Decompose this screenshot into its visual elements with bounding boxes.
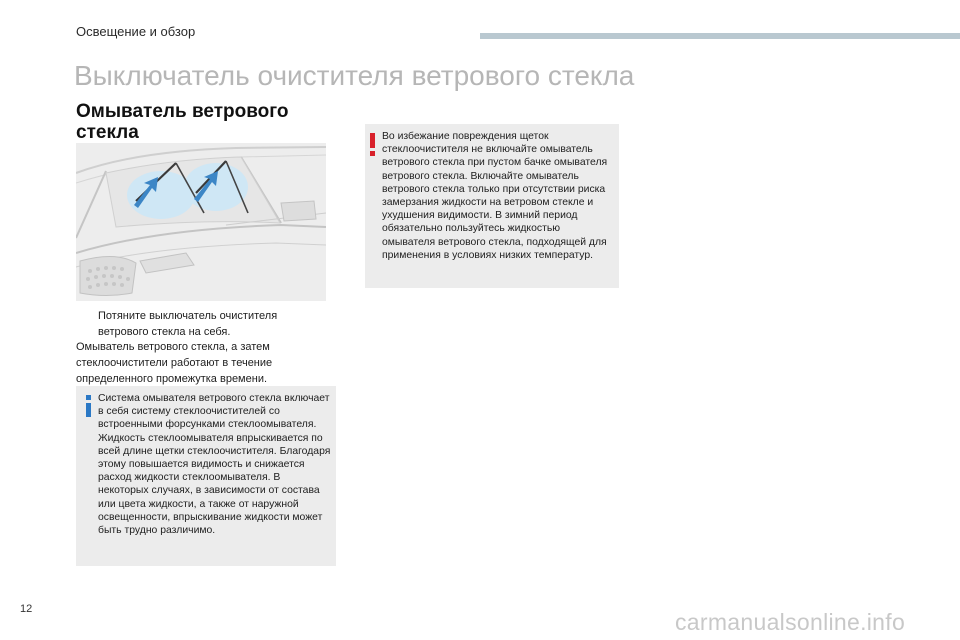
warning-icon	[370, 133, 375, 155]
header-bar	[480, 33, 960, 39]
section-title: Освещение и обзор	[76, 24, 196, 39]
description-paragraph: Омыватель ветрового стекла, а затем стеклоочистители работают в течение определенного промежутка времени.	[76, 341, 273, 385]
info-icon	[86, 395, 91, 417]
watermark: carmanualsonline.info	[675, 609, 906, 635]
warning-note-text: Во избежание повреждения щеток стеклоочистителя не включайте омыватель ветрового стекла при пустом бачке омывателя ветрового стекла. Включайте омыватель ветрового стекла только при отсутствии риска замерзания жидкости на ветровом стекле и ухудшения видимости. В зимний период обязательно пользуйтесь жидкостью омывателя ветрового стекла, подходящей для применения в условиях низких температур.	[382, 131, 608, 261]
page-title: Выключатель очистителя ветрового стекла	[74, 60, 635, 91]
info-note-text: Система омывателя ветрового стекла включает в себя систему стеклоочистителей со встроенными форсунками стеклоомывателя. Жидкость стеклоомывателя впрыскивается по всей длине щетки стеклоочистителя. Благодаря этому повышается видимость и снижается расход жидкости стеклоомывателя. В некоторых случаях, в зависимости от состава или цвета жидкости, а также от наружной освещенности, впрыскивание жидкости может быть трудно различимо.	[98, 393, 331, 537]
step-text: Потяните выключатель очистителя ветрового стекла на себя.	[98, 310, 278, 338]
info-note	[76, 386, 336, 566]
instruction-step	[76, 308, 326, 340]
windshield-washer-illustration	[76, 143, 326, 301]
page-number: 12	[20, 603, 33, 615]
windshield-illustration	[76, 143, 326, 301]
warning-note	[365, 124, 619, 288]
section-heading: Омыватель ветрового стекла	[76, 101, 289, 143]
